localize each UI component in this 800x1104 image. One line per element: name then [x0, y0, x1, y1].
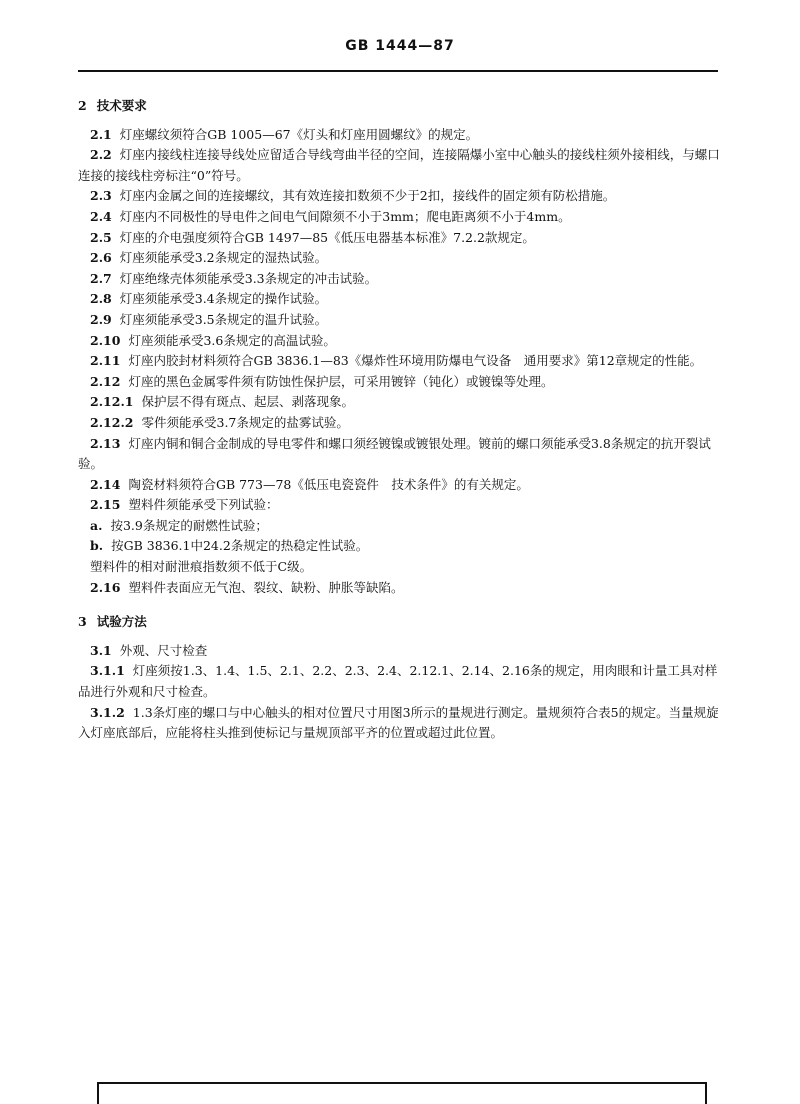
clause	[78, 434, 720, 475]
clause	[78, 578, 720, 599]
clause-text: 灯座的黑色金属零件须有防蚀性保护层，可采用镀锌（钝化）或镀镍等处理。	[128, 373, 554, 389]
clause-number: 3.1	[90, 642, 112, 658]
clause	[78, 269, 720, 290]
clause-text: 灯座须按1.3、1.4、1.5、2.1、2.2、2.3、2.4、2.12.1、2.14、2.16条的规定，用肉眼和计量工具对样品进行外观和尺寸检查。	[78, 663, 718, 700]
clause-number: 2.2	[90, 147, 112, 163]
clause	[78, 310, 720, 331]
clause-number: 2.6	[90, 250, 112, 266]
clause	[78, 207, 720, 228]
clause-number: 2.16	[90, 579, 121, 595]
clause	[78, 331, 720, 352]
clause-text: 灯座螺纹须符合GB 1005—67《灯头和灯座用圆螺纹》的规定。	[119, 126, 479, 142]
section-title: 试验方法	[96, 614, 147, 630]
section-3-clauses	[78, 641, 720, 744]
clause-text: 塑料件表面应无气泡、裂纹、缺粉、肿胀等缺陷。	[128, 579, 404, 595]
clause	[78, 536, 720, 557]
clause-number: 2.10	[90, 332, 121, 348]
clause-number: 2.12.2	[90, 414, 134, 430]
clause-number: a.	[90, 517, 103, 533]
section-2-heading	[78, 96, 720, 117]
clause-text: 1.3条灯座的螺口与中心触头的相对位置尺寸用图3所示的量规进行测定。量规须符合表5的规定。当量规旋入灯座底部后，应能将柱头推到使标记与量规顶部平齐的位置或超过此位置。	[78, 704, 719, 741]
clause-number: 2.7	[90, 270, 112, 286]
clause-number: 2.8	[90, 291, 112, 307]
clause-text: 灯座内铜和铜合金制成的导电零件和螺口须经镀镍或镀银处理。镀前的螺口须能承受3.8条规定的抗开裂试验。	[78, 435, 711, 472]
clause-number: 2.13	[90, 435, 121, 451]
clause-text: 按3.9条规定的耐燃性试验；	[110, 517, 268, 533]
clause-number: 2.9	[90, 311, 112, 327]
clause-text: 灯座须能承受3.5条规定的温升试验。	[119, 311, 328, 327]
clause-text: 灯座内金属之间的连接螺纹，其有效连接扣数须不少于2扣，接线件的固定须有防松措施。	[119, 188, 616, 204]
clause	[78, 516, 720, 537]
clause	[78, 641, 720, 662]
clause	[78, 557, 720, 578]
clause-number: 2.11	[90, 353, 121, 369]
clause-text: 灯座绝缘壳体须能承受3.3条规定的冲击试验。	[119, 270, 378, 286]
clause	[78, 351, 720, 372]
clause	[78, 125, 720, 146]
clause	[78, 413, 720, 434]
clause-text: 保护层不得有斑点、起层、剥落现象。	[141, 394, 355, 410]
section-2-clauses	[78, 125, 720, 599]
clause-number: 2.15	[90, 497, 121, 513]
clause	[78, 661, 720, 702]
document-body	[78, 92, 720, 744]
clause-text: 塑料件须能承受下列试验：	[128, 497, 279, 513]
clause-text: 陶瓷材料须符合GB 773—78《低压电瓷瓷件 技术条件》的有关规定。	[128, 476, 529, 492]
header-rule	[78, 70, 718, 72]
clause-number: 2.5	[90, 229, 112, 245]
clause	[78, 703, 720, 744]
clause-number: 3.1.2	[90, 704, 125, 720]
clause-number: 2.4	[90, 208, 112, 224]
clause-text: 灯座内胶封材料须符合GB 3836.1—83《爆炸性环境用防爆电气设备 通用要求》第12章规定的性能。	[128, 353, 703, 369]
clause-text: 按GB 3836.1中24.2条规定的热稳定性试验。	[111, 538, 369, 554]
section-number: 3	[78, 614, 87, 630]
clause-text: 灯座内接线柱连接导线处应留适合导线弯曲半径的空间，连接隔爆小室中心触头的接线柱须外接相线，与螺口连接的接线柱旁标注“0”符号。	[78, 147, 720, 183]
section-number: 2	[78, 98, 87, 113]
clause-number: 2.12	[90, 373, 121, 389]
clause	[78, 248, 720, 269]
clause	[78, 475, 720, 496]
clause-text: 零件须能承受3.7条规定的盐雾试验。	[141, 414, 349, 430]
section-3-heading	[78, 612, 720, 633]
clause-number: 2.3	[90, 188, 112, 204]
clause-number: 3.1.1	[90, 663, 125, 679]
clause-number: b.	[90, 538, 104, 554]
clause	[78, 228, 720, 249]
clause-text: 灯座须能承受3.6条规定的高温试验。	[128, 332, 336, 348]
clause-text: 灯座内不同极性的导电件之间电气间隙须不小于3mm；爬电距离须不小于4mm。	[119, 208, 571, 224]
clause	[78, 392, 720, 413]
clause-text: 灯座须能承受3.4条规定的操作试验。	[119, 291, 328, 307]
section-title: 技术要求	[96, 98, 147, 113]
clause-number: 2.1	[90, 126, 112, 142]
clause-text: 灯座的介电强度须符合GB 1497—85《低压电器基本标准》7.2.2款规定。	[119, 229, 535, 245]
clause-number: 2.14	[90, 476, 121, 492]
clause	[78, 289, 720, 310]
clause	[78, 145, 720, 186]
clause-text: 灯座须能承受3.2条规定的湿热试验。	[119, 250, 328, 266]
clause	[78, 372, 720, 393]
clause-number: 2.12.1	[90, 394, 134, 410]
page-bottom-frame	[97, 1082, 707, 1104]
clause	[78, 495, 720, 516]
clause-text: 塑料件的相对耐泄痕指数须不低于C级。	[90, 559, 313, 575]
clause	[78, 186, 720, 207]
document-header: GB 1444—87	[345, 38, 455, 54]
clause-text: 外观、尺寸检查	[119, 642, 208, 658]
